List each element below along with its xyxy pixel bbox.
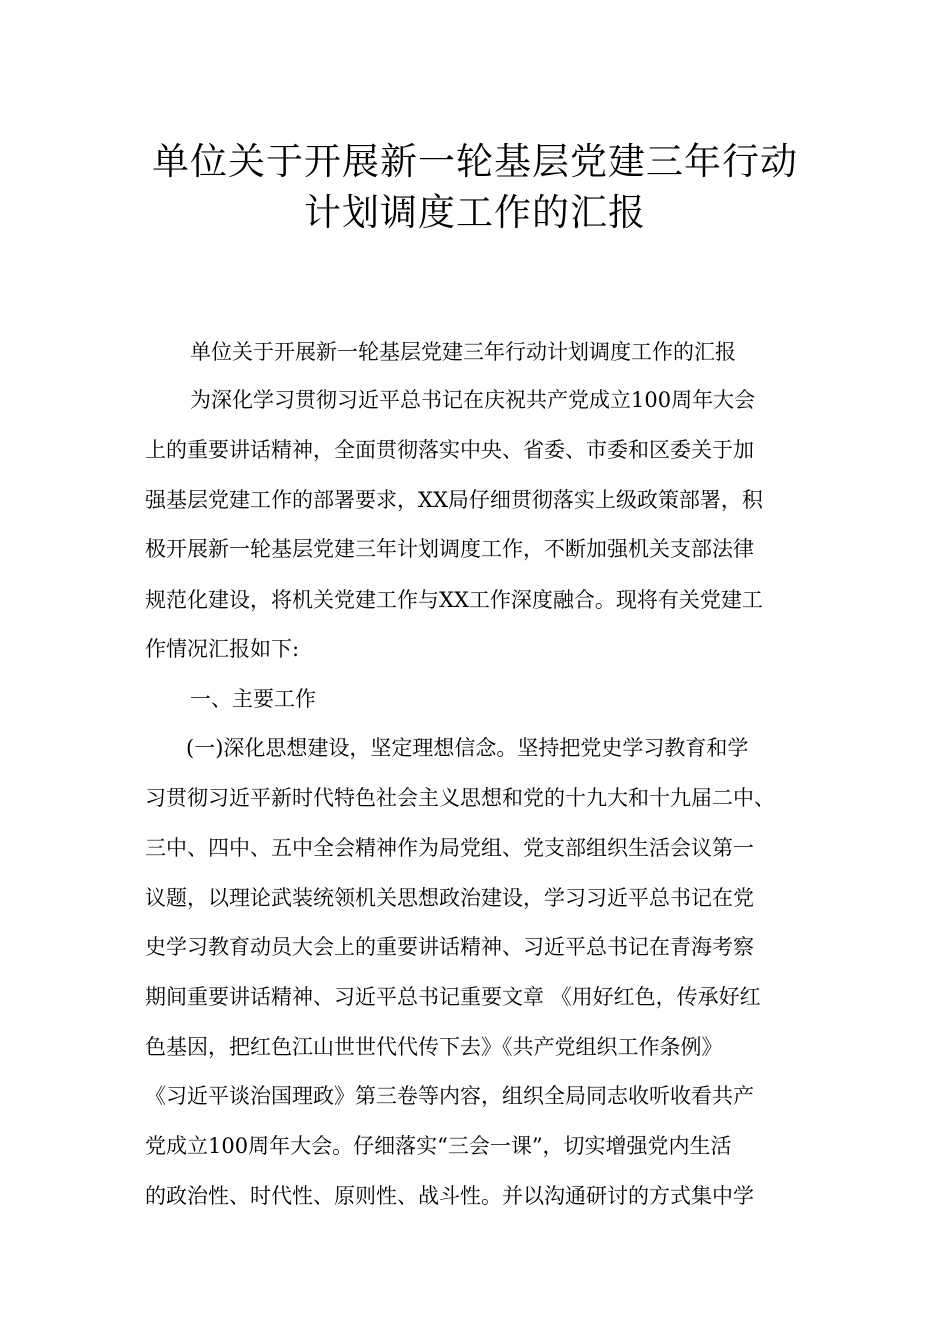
body-line: 极开展新一轮基层党建三年计划调度工作，不断加强机关支部法律: [145, 537, 754, 561]
body-line: 三中、四中、五中全会精神作为局党组、党支部组织生活会议第一: [145, 836, 754, 860]
body-line: 作情况汇报如下:: [145, 637, 300, 661]
body-line: 史学习教育动员大会上的重要讲话精神、习近平总书记在青海考察: [145, 935, 754, 959]
document-title-line-1: 单位关于开展新一轮基层党建三年行动: [152, 140, 798, 183]
body-line: 习贯彻习近平新时代特色社会主义思想和党的十九大和十九届二中、: [145, 786, 775, 810]
section-heading: 一、主要工作: [190, 687, 316, 711]
body-line: 期间重要讲话精神、习近平总书记重要文章 《用好红色，传承好红: [145, 985, 761, 1009]
body-line: 单位关于开展新一轮基层党建三年行动计划调度工作的汇报: [190, 340, 736, 364]
body-line: (一)深化思想建设，坚定理想信念。坚持把党史学习教育和学: [186, 736, 749, 760]
body-line: 为深化学习贯彻习近平总书记在庆祝共产党成立100周年大会: [190, 388, 756, 412]
body-line: 议题，以理论武装统领机关思想政治建设，学习习近平总书记在党: [145, 886, 754, 910]
body-line: 规范化建设，将机关党建工作与XX工作深度融合。现将有关党建工: [145, 588, 763, 612]
body-line: 上的重要讲话精神，全面贯彻落实中央、省委、市委和区委关于加: [145, 438, 754, 462]
body-line: 强基层党建工作的部署要求，XX局仔细贯彻落实上级政策部署，积: [145, 488, 763, 512]
body-line: 党成立100周年大会。仔细落实“三会一课”，切实增强党内生活: [145, 1134, 732, 1158]
body-line: 色基因，把红色江山世世代代传下去》《共产党组织工作条例》: [145, 1035, 723, 1059]
document-title-line-2: 计划调度工作的汇报: [304, 191, 646, 234]
body-line: 《习近平谈治国理政》第三卷等内容，组织全局同志收听收看共产: [145, 1084, 754, 1108]
body-line: 的政治性、时代性、原则性、战斗性。并以沟通研讨的方式集中学: [145, 1184, 754, 1208]
